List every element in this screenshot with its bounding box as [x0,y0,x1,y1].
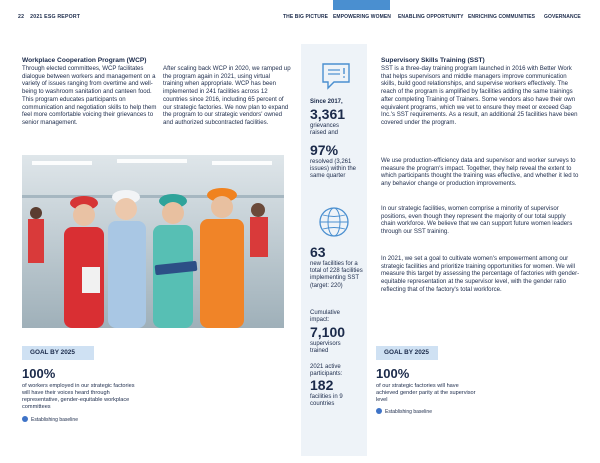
stat-grievances-label: grievances raised and [310,123,340,137]
stat-participants-label: 2021 active participants: [310,364,343,378]
stat-facilities-label: new facilities for a total of 228 facilities implementing SST (target: 220) [310,261,363,289]
stat-resolved-label: resolved (3,261 issues) within the same quarter [310,159,357,180]
goal-status-label: Establishing baseline [31,417,78,423]
goal-percent: 100% [376,366,410,381]
nav-the-big-picture[interactable]: THE BIG PICTURE [283,14,329,20]
status-dot-icon [22,416,28,422]
sst-paragraph-3: In our strategic facilities, women comprise a minority of supervisor positions, even though they represent the majority of our total supply chain workforce. We believe that we can support future women leaders through our SST training. [381,205,573,236]
status-dot-icon [376,408,382,414]
goal-status-label: Establishing baseline [385,409,432,415]
nav-enabling-opportunity[interactable]: ENABLING OPPORTUNITY [398,14,464,20]
wcp-col1-text: Through elected committees, WCP facilitates dialogue between workers and management on a variety of issues ranging from overtime and well-being to washroom sanitation and canteen food. This program educates participants on communication and negotiation skills to help them feel more comfortable voicing their grievances to senior management. [22,65,157,126]
goal-description: of workers employed in our strategic factories will have their voices heard through representative, gender-equitable workplace committees [22,383,135,411]
goal-description: of our strategic factories will have achieved gender parity at the supervisor level [376,383,476,404]
stat-active-label: facilities in 9 countries [310,394,343,408]
nav-empowering-women[interactable]: EMPOWERING WOMEN [333,14,391,20]
nav-enriching-communities[interactable]: ENRICHING COMMUNITIES [468,14,536,20]
factory-workers-photo [22,155,284,328]
goal-tag: GOAL BY 2025 [22,346,94,360]
page-header [0,0,600,24]
wcp-heading: Workplace Cooperation Program (WCP) [22,57,147,64]
goal-percent: 100% [22,366,56,381]
nav-governance[interactable]: GOVERNANCE [544,14,581,20]
report-id [18,14,86,20]
stats-sidebar [301,44,367,456]
goal-status [22,416,78,423]
nav-active-indicator [333,0,390,10]
stat-active-value: 182 [310,377,334,393]
stat-cumulative-label: Cumulative impact: [310,310,341,324]
chat-bubble-icon [320,61,352,91]
stat-resolved-value: 97% [310,142,339,158]
goal-status [376,408,432,415]
sst-paragraph-4: In 2021, we set a goal to cultivate women's empowerment among our strategic facilities and prioritize training opportunities for women. We will measure this target by assessing the percentage of factories with gender-equitable representation at the supervisor level, with the gender ratio reflecting that of the factory's total workforce. [381,255,580,293]
sst-paragraph-2: We use production-efficiency data and supervisor and worker surveys to measure the program's impact. Together, they help reveal the extent to which participants thought the training was effective, and whether it led to any behavior change or production improvements. [381,157,579,188]
stat-facilities-value: 63 [310,244,326,260]
stat-grievances-value: 3,361 [310,106,346,122]
stat-supervisors-label: supervisors trained [310,341,341,355]
sst-paragraph-1: SST is a three-day training program launched in 2016 with Better Work that helps supervisors and middle managers improve communication skills, build good relationships, and supervise workers effectively. The reach of the program is amplified by facilities adding the same trainings after completing Training of Trainers. Some vendors also have their own equivalent programs, which we vet to ensure they meet or exceed Gap Inc.'s SST requirements. As a result, an additional 25 facilities have been covered under the program. [381,65,578,126]
page-number: 22 [18,14,25,20]
stat-supervisors-value: 7,100 [310,324,346,340]
sst-heading: Supervisory Skills Training (SST) [381,57,485,64]
stat-since: Since 2017, [310,99,343,105]
goal-tag: GOAL BY 2025 [376,346,438,360]
globe-icon [317,205,351,239]
goal-workers-voice [22,346,162,426]
goal-gender-parity [376,346,516,426]
report-title: 2021 ESG REPORT [30,14,81,20]
wcp-col2-text: After scaling back WCP in 2020, we ramped up the program again in 2021, using virtual training when appropriate. WCP has been implemented in 241 facilities across 12 countries since 2016, including 65 percent of our strategic factories. We now plan to expand the program to our strategic vendors' owned and authorized subcontracted facilities. [163,65,291,126]
factory-photo-illustration [22,155,284,328]
